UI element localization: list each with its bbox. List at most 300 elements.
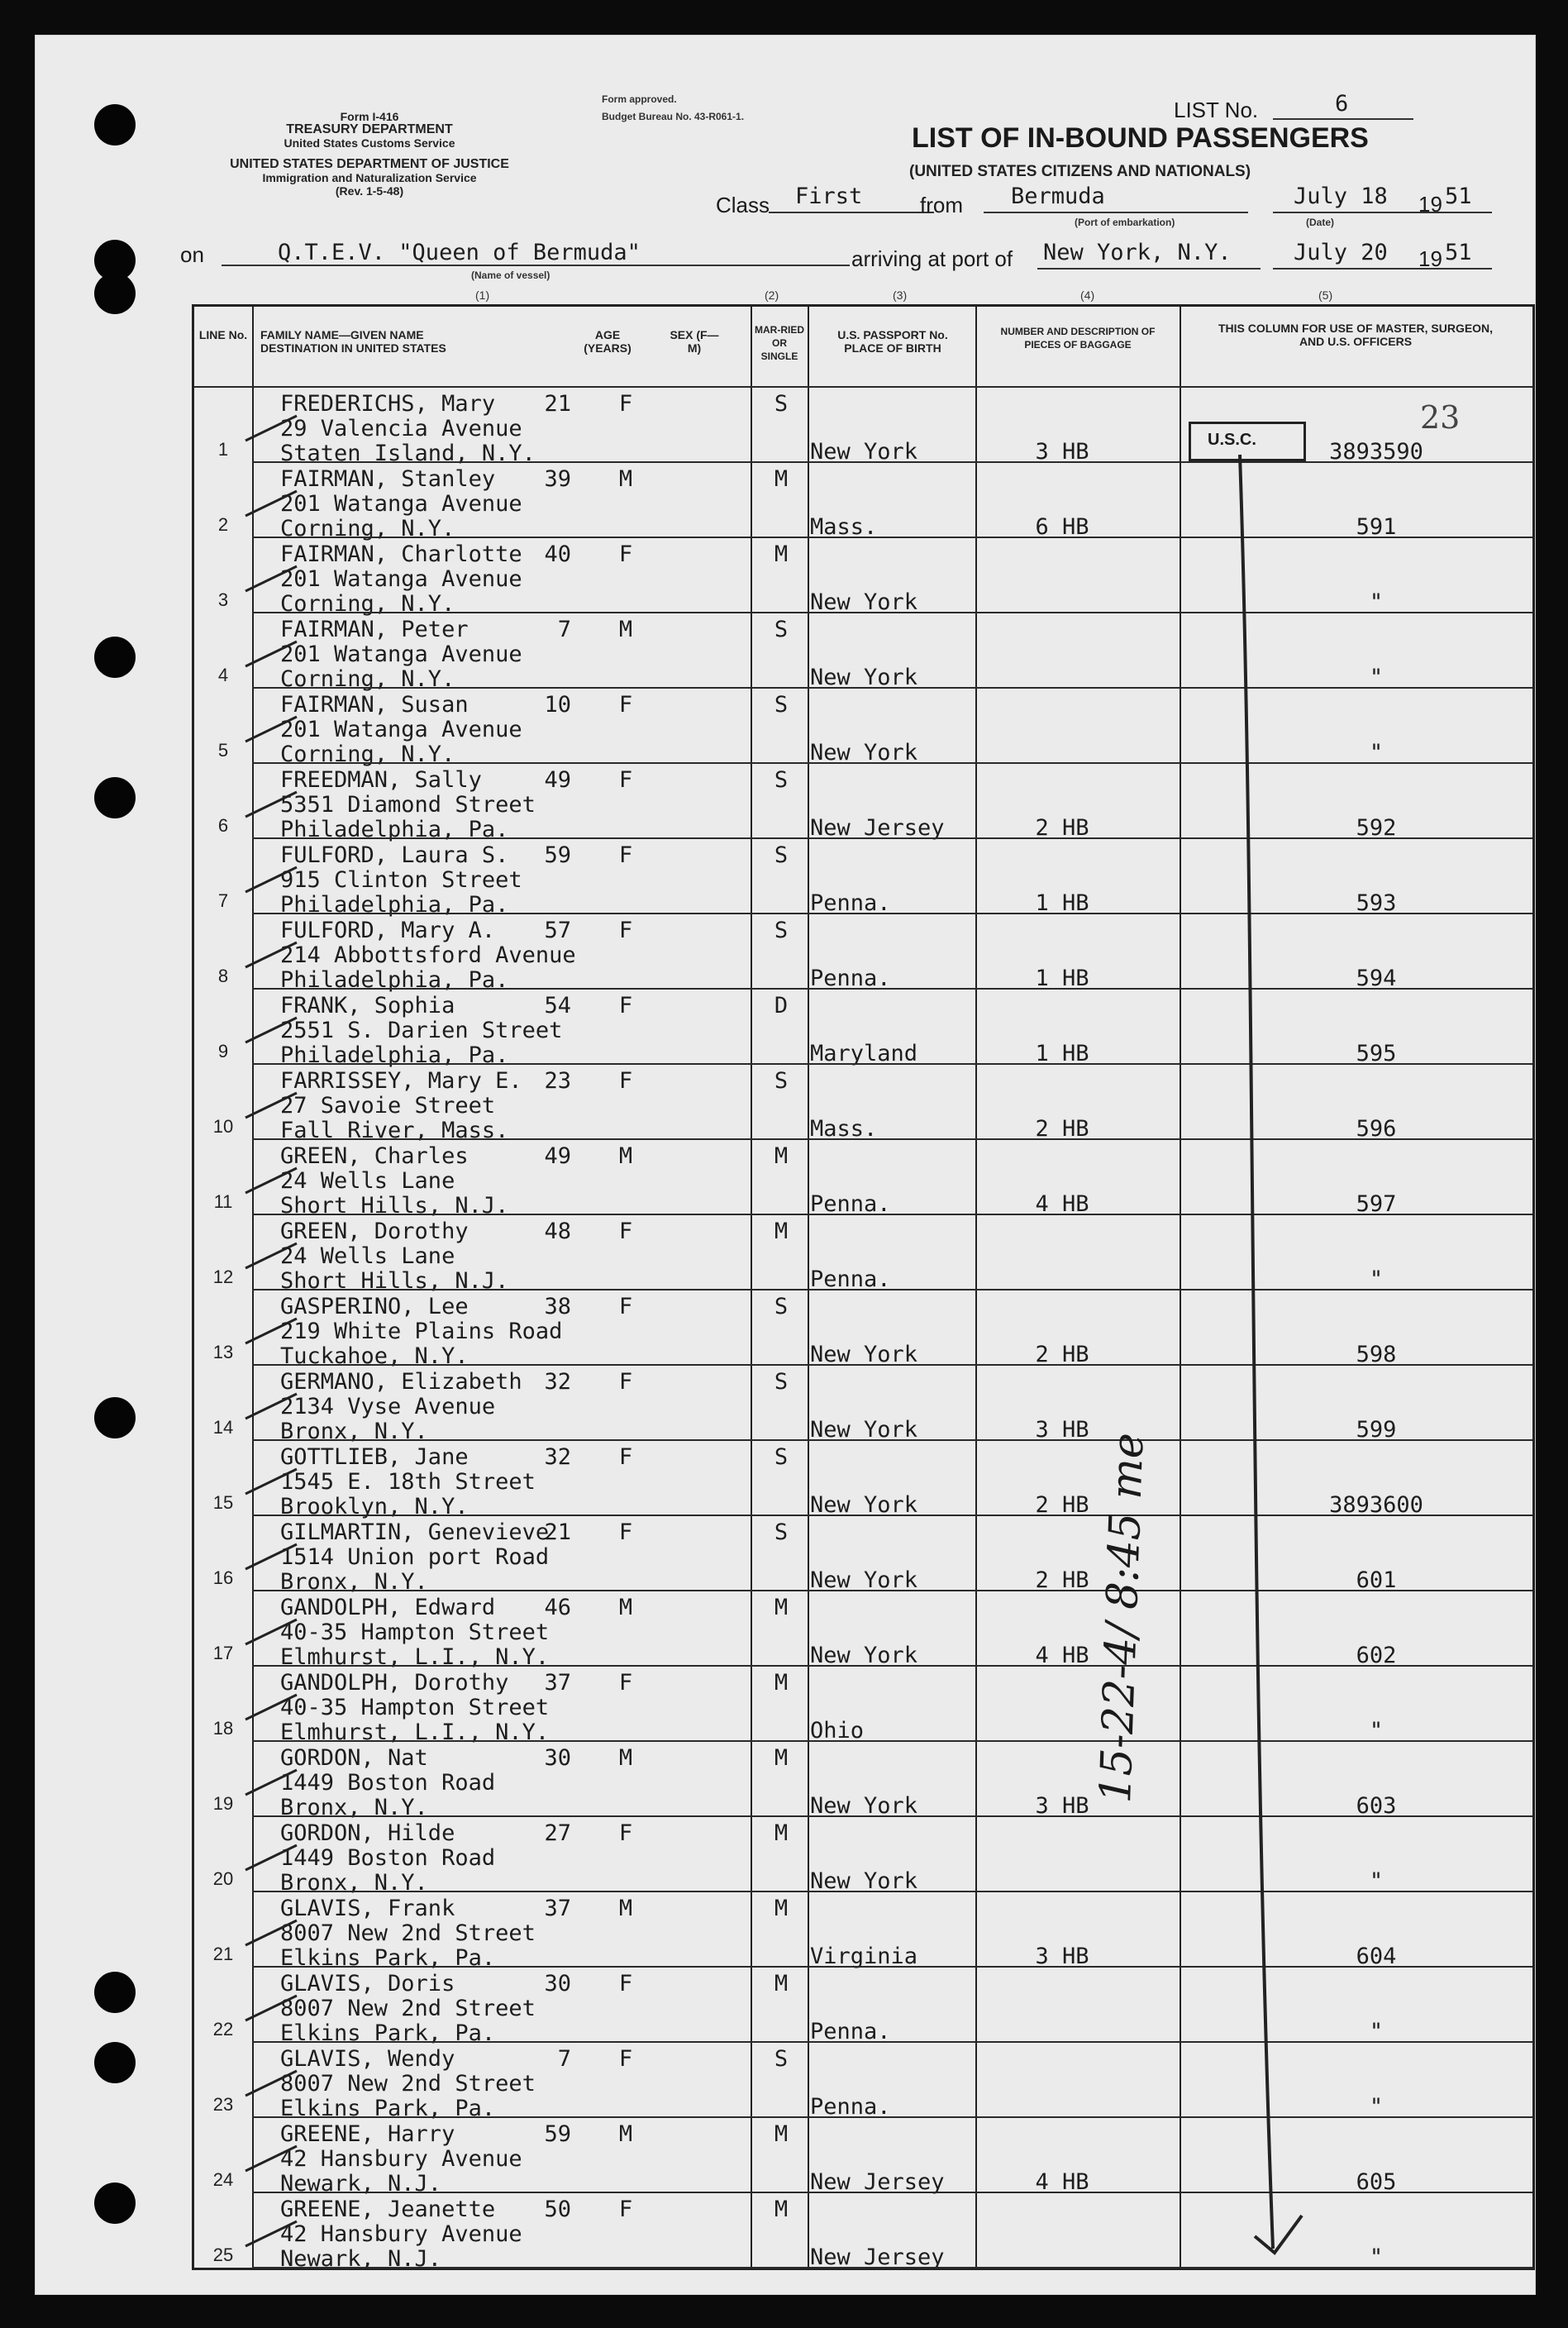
passenger-name: GREEN, Charles xyxy=(280,1143,469,1169)
passenger-name: FAIRMAN, Peter xyxy=(280,617,469,642)
passenger-sex: F xyxy=(618,2197,633,2222)
passenger-street: 214 Abbottsford Avenue xyxy=(280,942,576,968)
punch-hole xyxy=(94,637,136,678)
passenger-name: FAIRMAN, Stanley xyxy=(280,466,496,492)
table-row xyxy=(194,1516,1532,1595)
check-mark xyxy=(242,1238,300,1271)
class-value: First xyxy=(795,184,863,209)
passenger-birthplace: Mass. xyxy=(810,514,878,540)
passenger-name: GOTTLIEB, Jane xyxy=(280,1444,469,1470)
passenger-marital: M xyxy=(774,1820,789,1846)
passenger-sex: F xyxy=(618,993,633,1018)
line-number: 8 xyxy=(217,966,229,986)
officer-number: " xyxy=(1369,740,1384,766)
col-head-age: AGE (YEARS) xyxy=(584,328,631,355)
line-number: 12 xyxy=(212,1267,234,1287)
passenger-sex: F xyxy=(618,1294,633,1319)
handwritten-note: 15-22-4/ 8:45 me xyxy=(1091,1432,1154,1805)
customs-label: United States Customs Service xyxy=(284,136,455,150)
line-number: 1 xyxy=(217,439,229,460)
passenger-baggage: 1 HB xyxy=(1035,966,1089,991)
passenger-age: 23 xyxy=(544,1068,571,1094)
officer-number: 595 xyxy=(1356,1041,1397,1066)
passenger-sex: M xyxy=(618,617,633,642)
passenger-name: GORDON, Nat xyxy=(280,1745,428,1771)
passenger-baggage: 3 HB xyxy=(1035,439,1089,465)
passenger-sex: F xyxy=(618,1971,633,1996)
passenger-birthplace: New York xyxy=(810,439,918,465)
passenger-city: Tuckahoe, N.Y. xyxy=(280,1343,469,1369)
passenger-street: 5351 Diamond Street xyxy=(280,792,536,818)
passenger-marital: S xyxy=(774,1519,789,1545)
passenger-name: GILMARTIN, Genevieve xyxy=(280,1519,550,1545)
arrival-date-line xyxy=(1273,268,1492,270)
passenger-name: GREEN, Dorothy xyxy=(280,1219,469,1244)
passenger-sex: F xyxy=(618,1519,633,1545)
passenger-city: Staten Island, N.Y. xyxy=(280,441,536,466)
line-number: 22 xyxy=(212,2019,234,2039)
passenger-sex: F xyxy=(618,2046,633,2072)
table-row xyxy=(194,1366,1532,1444)
table-row xyxy=(194,1591,1532,1670)
passenger-street: 8007 New 2nd Street xyxy=(280,1996,536,2021)
date-note: (Date) xyxy=(1306,217,1335,228)
passenger-sex: F xyxy=(618,1068,633,1094)
col-num-1: (1) xyxy=(475,289,490,302)
officer-number: " xyxy=(1369,1267,1384,1292)
from-value: Bermuda xyxy=(1011,184,1105,209)
passenger-marital: S xyxy=(774,1068,789,1094)
line-number: 4 xyxy=(217,665,229,685)
passenger-age: 49 xyxy=(544,1143,571,1169)
punch-hole xyxy=(94,777,136,818)
agency-header xyxy=(192,110,547,198)
list-no-label: LIST No. xyxy=(1174,98,1259,122)
stamp-text: U.S.C. xyxy=(1208,431,1256,449)
passenger-name: GLAVIS, Wendy xyxy=(280,2046,455,2072)
passenger-marital: M xyxy=(774,1745,789,1771)
officer-number: 601 xyxy=(1356,1567,1397,1593)
passenger-age: 49 xyxy=(544,767,571,793)
col-num-3: (3) xyxy=(893,289,908,302)
passenger-sex: F xyxy=(618,1219,633,1244)
passenger-age: 10 xyxy=(544,692,571,718)
passenger-city: Philadelphia, Pa. xyxy=(280,967,509,993)
passenger-birthplace: New York xyxy=(810,1417,918,1443)
check-mark xyxy=(242,1690,300,1723)
treasury-label: TREASURY DEPARTMENT xyxy=(286,122,453,136)
punch-hole xyxy=(94,1972,136,2013)
passenger-city: Corning, N.Y. xyxy=(280,742,455,767)
officer-number: 599 xyxy=(1356,1417,1397,1443)
line-number: 20 xyxy=(212,1868,234,1889)
passenger-sex: M xyxy=(618,1595,633,1620)
passenger-marital: M xyxy=(774,541,789,567)
passenger-sex: F xyxy=(618,767,633,793)
passenger-sex: F xyxy=(618,541,633,567)
passenger-birthplace: New Jersey xyxy=(810,2169,945,2195)
passenger-birthplace: Penna. xyxy=(810,1191,891,1217)
passenger-city: Elkins Park, Pa. xyxy=(280,1945,496,1971)
officer-number: 594 xyxy=(1356,966,1397,991)
passenger-age: 59 xyxy=(544,842,571,868)
passenger-birthplace: New York xyxy=(810,1793,918,1819)
col-head-passport: U.S. PASSPORT No. PLACE OF BIRTH xyxy=(837,328,948,355)
passenger-birthplace: Virginia xyxy=(810,1944,918,1969)
passenger-city: Newark, N.J. xyxy=(280,2246,442,2272)
passenger-age: 59 xyxy=(544,2121,571,2147)
check-mark xyxy=(242,1163,300,1196)
passenger-name: FRANK, Sophia xyxy=(280,993,455,1018)
table-row xyxy=(194,538,1532,617)
passenger-baggage: 2 HB xyxy=(1035,1116,1089,1142)
passenger-city: Fall River, Mass. xyxy=(280,1118,509,1143)
passenger-city: Philadelphia, Pa. xyxy=(280,817,509,842)
passenger-baggage: 6 HB xyxy=(1035,514,1089,540)
passenger-sex: F xyxy=(618,918,633,943)
date-line xyxy=(1273,212,1492,213)
form-number: Form I-416 xyxy=(340,110,399,123)
passenger-sex: M xyxy=(618,1143,633,1169)
passenger-marital: M xyxy=(774,466,789,492)
officer-number: 591 xyxy=(1356,514,1397,540)
passenger-age: 32 xyxy=(544,1444,571,1470)
passenger-street: 2551 S. Darien Street xyxy=(280,1018,563,1043)
officer-number: 604 xyxy=(1356,1944,1397,1969)
embarkation-note: (Port of embarkation) xyxy=(1075,217,1175,228)
passenger-birthplace: Penna. xyxy=(810,966,891,991)
passenger-marital: S xyxy=(774,1369,789,1395)
rev-label: (Rev. 1-5-48) xyxy=(335,184,404,198)
line-number: 21 xyxy=(212,1944,234,1964)
passenger-street: 42 Hansbury Avenue xyxy=(280,2146,522,2172)
passenger-sex: F xyxy=(618,1820,633,1846)
passenger-age: 27 xyxy=(544,1820,571,1846)
officer-number: " xyxy=(1369,589,1384,615)
passenger-table xyxy=(192,289,1535,2272)
col-head-line: LINE No. xyxy=(198,328,248,341)
check-mark xyxy=(242,1389,300,1422)
passenger-age: 30 xyxy=(544,1971,571,1996)
passenger-baggage: 4 HB xyxy=(1035,1191,1089,1217)
punch-hole xyxy=(94,104,136,146)
passenger-marital: S xyxy=(774,2046,789,2072)
class-label: Class xyxy=(716,193,770,217)
officer-number: 602 xyxy=(1356,1643,1397,1668)
officer-number: 592 xyxy=(1356,815,1397,841)
passenger-street: 1514 Union port Road xyxy=(280,1544,550,1570)
officer-number: " xyxy=(1369,1868,1384,1894)
passenger-marital: S xyxy=(774,617,789,642)
passenger-name: FAIRMAN, Charlotte xyxy=(280,541,522,567)
line-number: 25 xyxy=(212,2245,234,2265)
passenger-baggage: 3 HB xyxy=(1035,1417,1089,1443)
passenger-birthplace: Penna. xyxy=(810,2019,891,2044)
passenger-street: 8007 New 2nd Street xyxy=(280,1920,536,1946)
line-number: 11 xyxy=(213,1191,233,1212)
list-date-year: 51 xyxy=(1445,184,1472,209)
line-number: 19 xyxy=(212,1793,234,1814)
passenger-street: 201 Watanga Avenue xyxy=(280,491,522,517)
passenger-birthplace: New York xyxy=(810,1868,918,1894)
line-number: 9 xyxy=(217,1041,229,1061)
passenger-marital: M xyxy=(774,1971,789,1996)
passenger-sex: F xyxy=(618,1369,633,1395)
passenger-birthplace: New York xyxy=(810,1492,918,1518)
officer-number: " xyxy=(1369,1718,1384,1744)
passenger-city: Philadelphia, Pa. xyxy=(280,892,509,918)
passenger-name: GLAVIS, Doris xyxy=(280,1971,455,1996)
table-row xyxy=(194,914,1532,993)
passenger-street: 24 Wells Lane xyxy=(280,1243,455,1269)
officer-number: " xyxy=(1369,2019,1384,2044)
col-head-name: FAMILY NAME—GIVEN NAME DESTINATION IN UNITED STATES xyxy=(260,328,446,355)
passenger-baggage: 3 HB xyxy=(1035,1793,1089,1819)
table-row xyxy=(194,2043,1532,2121)
officer-number: 593 xyxy=(1356,890,1397,916)
list-no-line xyxy=(1273,118,1413,120)
passenger-street: 201 Watanga Avenue xyxy=(280,566,522,592)
passenger-city: Elmhurst, L.I., N.Y. xyxy=(280,1720,550,1745)
officer-number: 597 xyxy=(1356,1191,1397,1217)
table-row xyxy=(194,1215,1532,1294)
table-row xyxy=(194,1441,1532,1519)
check-mark xyxy=(242,712,300,745)
passenger-marital: S xyxy=(774,692,789,718)
passenger-sex: M xyxy=(618,466,633,492)
table-row xyxy=(194,990,1532,1068)
passenger-birthplace: Mass. xyxy=(810,1116,878,1142)
passenger-age: 40 xyxy=(544,541,571,567)
passenger-name: GANDOLPH, Edward xyxy=(280,1595,496,1620)
page-subtitle: (UNITED STATES CITIZENS AND NATIONALS) xyxy=(909,163,1251,180)
passenger-name: GREENE, Harry xyxy=(280,2121,455,2147)
passenger-birthplace: Maryland xyxy=(810,1041,918,1066)
passenger-sex: M xyxy=(618,1745,633,1771)
passenger-age: 48 xyxy=(544,1219,571,1244)
from-label: from xyxy=(920,193,963,217)
list-no-value: 6 xyxy=(1335,91,1349,117)
passenger-marital: M xyxy=(774,1595,789,1620)
from-line xyxy=(984,212,1248,213)
passenger-marital: S xyxy=(774,767,789,793)
passenger-sex: M xyxy=(618,1896,633,1921)
table-row xyxy=(194,463,1532,541)
vessel-line xyxy=(222,265,850,266)
passenger-marital: M xyxy=(774,1219,789,1244)
arrival-year-prefix: 19 xyxy=(1418,246,1442,271)
arrival-port: New York, N.Y. xyxy=(1043,240,1232,265)
passenger-sex: F xyxy=(618,1444,633,1470)
passenger-birthplace: Penna. xyxy=(810,1267,891,1292)
passenger-birthplace: New York xyxy=(810,665,918,690)
check-mark xyxy=(242,937,300,971)
list-date-year-prefix: 19 xyxy=(1418,192,1442,217)
passenger-street: 1545 E. 18th Street xyxy=(280,1469,536,1495)
check-mark xyxy=(242,1991,300,2024)
line-number: 5 xyxy=(217,740,229,761)
arriving-label: arriving at port of xyxy=(851,246,1013,271)
passenger-name: FARRISSEY, Mary E. xyxy=(280,1068,522,1094)
passenger-age: 21 xyxy=(544,391,571,417)
line-number: 16 xyxy=(212,1567,234,1588)
passenger-marital: S xyxy=(774,391,789,417)
class-line xyxy=(769,212,934,213)
on-label: on xyxy=(180,242,204,267)
passenger-marital: M xyxy=(774,1670,789,1696)
passenger-city: Newark, N.J. xyxy=(280,2171,442,2197)
check-mark xyxy=(242,411,300,444)
vessel-name: Q.T.E.V. "Queen of Bermuda" xyxy=(278,240,641,265)
punch-hole xyxy=(94,273,136,314)
table-row xyxy=(194,1667,1532,1745)
passenger-age: 37 xyxy=(544,1896,571,1921)
passenger-city: Bronx, N.Y. xyxy=(280,1569,428,1595)
ins-label: Immigration and Naturalization Service xyxy=(262,171,477,184)
passenger-street: 29 Valencia Avenue xyxy=(280,416,522,441)
passenger-baggage: 2 HB xyxy=(1035,1492,1089,1518)
line-number: 7 xyxy=(217,890,229,911)
check-mark xyxy=(242,1765,300,1798)
passenger-baggage: 2 HB xyxy=(1035,815,1089,841)
table-row xyxy=(194,689,1532,767)
passenger-city: Brooklyn, N.Y. xyxy=(280,1494,469,1519)
form-approved: Form approved. xyxy=(602,93,677,105)
col-head-officers: THIS COLUMN FOR USE OF MASTER, SURGEON, AND U.S. OFFICERS xyxy=(1218,322,1494,348)
passenger-name: GLAVIS, Frank xyxy=(280,1896,455,1921)
page-number-annotation: 23 xyxy=(1420,399,1461,436)
line-number: 3 xyxy=(217,589,229,610)
passenger-birthplace: New York xyxy=(810,589,918,615)
budget-bureau: Budget Bureau No. 43-R061-1. xyxy=(602,111,745,122)
col-num-4: (4) xyxy=(1080,289,1095,302)
passenger-marital: S xyxy=(774,1294,789,1319)
passenger-name: GERMANO, Elizabeth xyxy=(280,1369,522,1395)
table-row xyxy=(194,1065,1532,1143)
check-mark xyxy=(242,486,300,519)
port-line xyxy=(1037,268,1261,270)
punch-hole xyxy=(94,2042,136,2083)
handwritten-arrow xyxy=(1223,446,1323,2265)
passenger-street: 8007 New 2nd Street xyxy=(280,2071,536,2097)
officer-number: 603 xyxy=(1356,1793,1397,1819)
passenger-city: Short Hills, N.J. xyxy=(280,1268,509,1294)
check-mark xyxy=(242,787,300,820)
table-row xyxy=(194,1290,1532,1369)
table-row xyxy=(194,2193,1532,2272)
passenger-birthplace: New York xyxy=(810,1567,918,1593)
officer-number: 3893600 xyxy=(1329,1492,1423,1518)
passenger-street: 2134 Vyse Avenue xyxy=(280,1394,496,1419)
passenger-name: GREENE, Jeanette xyxy=(280,2197,496,2222)
passenger-city: Corning, N.Y. xyxy=(280,666,455,692)
passenger-marital: S xyxy=(774,842,789,868)
page-title: LIST OF IN-BOUND PASSENGERS xyxy=(912,122,1369,154)
passenger-name: GORDON, Hilde xyxy=(280,1820,455,1846)
col-num-2: (2) xyxy=(765,289,779,302)
passenger-marital: M xyxy=(774,1896,789,1921)
officer-number: 598 xyxy=(1356,1342,1397,1367)
passenger-birthplace: New York xyxy=(810,1643,918,1668)
line-number: 6 xyxy=(217,815,229,836)
passenger-marital: M xyxy=(774,2121,789,2147)
passenger-marital: M xyxy=(774,2197,789,2222)
passenger-birthplace: New Jersey xyxy=(810,815,945,841)
check-mark xyxy=(242,1840,300,1873)
passenger-name: FULFORD, Mary A. xyxy=(280,918,496,943)
col-head-sex: SEX (F—M) xyxy=(670,328,719,355)
passenger-city: Elkins Park, Pa. xyxy=(280,2020,496,2046)
passenger-baggage: 4 HB xyxy=(1035,2169,1089,2195)
passenger-name: GANDOLPH, Dorothy xyxy=(280,1670,509,1696)
passenger-marital: M xyxy=(774,1143,789,1169)
passenger-street: 27 Savoie Street xyxy=(280,1093,496,1119)
header-divider xyxy=(194,386,1532,388)
passenger-name: GASPERINO, Lee xyxy=(280,1294,469,1319)
passenger-sex: F xyxy=(618,1670,633,1696)
line-number: 15 xyxy=(212,1492,234,1513)
passenger-street: 40-35 Hampton Street xyxy=(280,1620,550,1645)
passenger-street: 201 Watanga Avenue xyxy=(280,717,522,742)
check-mark xyxy=(242,561,300,594)
passenger-age: 7 xyxy=(557,2046,571,2072)
officer-number: " xyxy=(1369,665,1384,690)
passenger-name: FREDERICHS, Mary xyxy=(280,391,496,417)
passenger-city: Corning, N.Y. xyxy=(280,516,455,541)
check-mark xyxy=(242,2141,300,2174)
col-num-5: (5) xyxy=(1318,289,1333,302)
line-number: 17 xyxy=(212,1643,234,1663)
table-row xyxy=(194,388,1532,466)
passenger-name: FULFORD, Laura S. xyxy=(280,842,509,868)
check-mark xyxy=(242,862,300,895)
passenger-marital: S xyxy=(774,1444,789,1470)
passenger-birthplace: New York xyxy=(810,740,918,766)
passenger-marital: D xyxy=(774,993,789,1018)
passenger-birthplace: New Jersey xyxy=(810,2245,945,2270)
table-row xyxy=(194,1140,1532,1219)
passenger-street: 1449 Boston Road xyxy=(280,1770,496,1796)
table-row xyxy=(194,1742,1532,1820)
check-mark xyxy=(242,1013,300,1046)
passenger-street: 915 Clinton Street xyxy=(280,867,522,893)
passenger-street: 24 Wells Lane xyxy=(280,1168,455,1194)
arrival-year: 51 xyxy=(1445,240,1472,265)
punch-hole xyxy=(94,2182,136,2224)
line-number: 18 xyxy=(212,1718,234,1739)
passenger-city: Elmhurst, L.I., N.Y. xyxy=(280,1644,550,1670)
passenger-street: 201 Watanga Avenue xyxy=(280,642,522,667)
line-number: 13 xyxy=(212,1342,234,1362)
passenger-birthplace: Ohio xyxy=(810,1718,865,1744)
row-divider xyxy=(252,2267,1532,2268)
passenger-baggage: 1 HB xyxy=(1035,890,1089,916)
passenger-age: 32 xyxy=(544,1369,571,1395)
table-row xyxy=(194,613,1532,692)
passenger-sex: F xyxy=(618,391,633,417)
col-head-baggage: NUMBER AND DESCRIPTION OF PIECES OF BAGGAGE xyxy=(1000,326,1156,351)
officer-number: " xyxy=(1369,2094,1384,2120)
passenger-age: 37 xyxy=(544,1670,571,1696)
passenger-baggage: 4 HB xyxy=(1035,1643,1089,1668)
officer-number: 605 xyxy=(1356,2169,1397,2195)
passenger-street: 1449 Boston Road xyxy=(280,1845,496,1871)
passenger-city: Corning, N.Y. xyxy=(280,591,455,617)
check-mark xyxy=(242,1464,300,1497)
passenger-age: 54 xyxy=(544,993,571,1018)
passenger-sex: F xyxy=(618,692,633,718)
passenger-baggage: 2 HB xyxy=(1035,1342,1089,1367)
